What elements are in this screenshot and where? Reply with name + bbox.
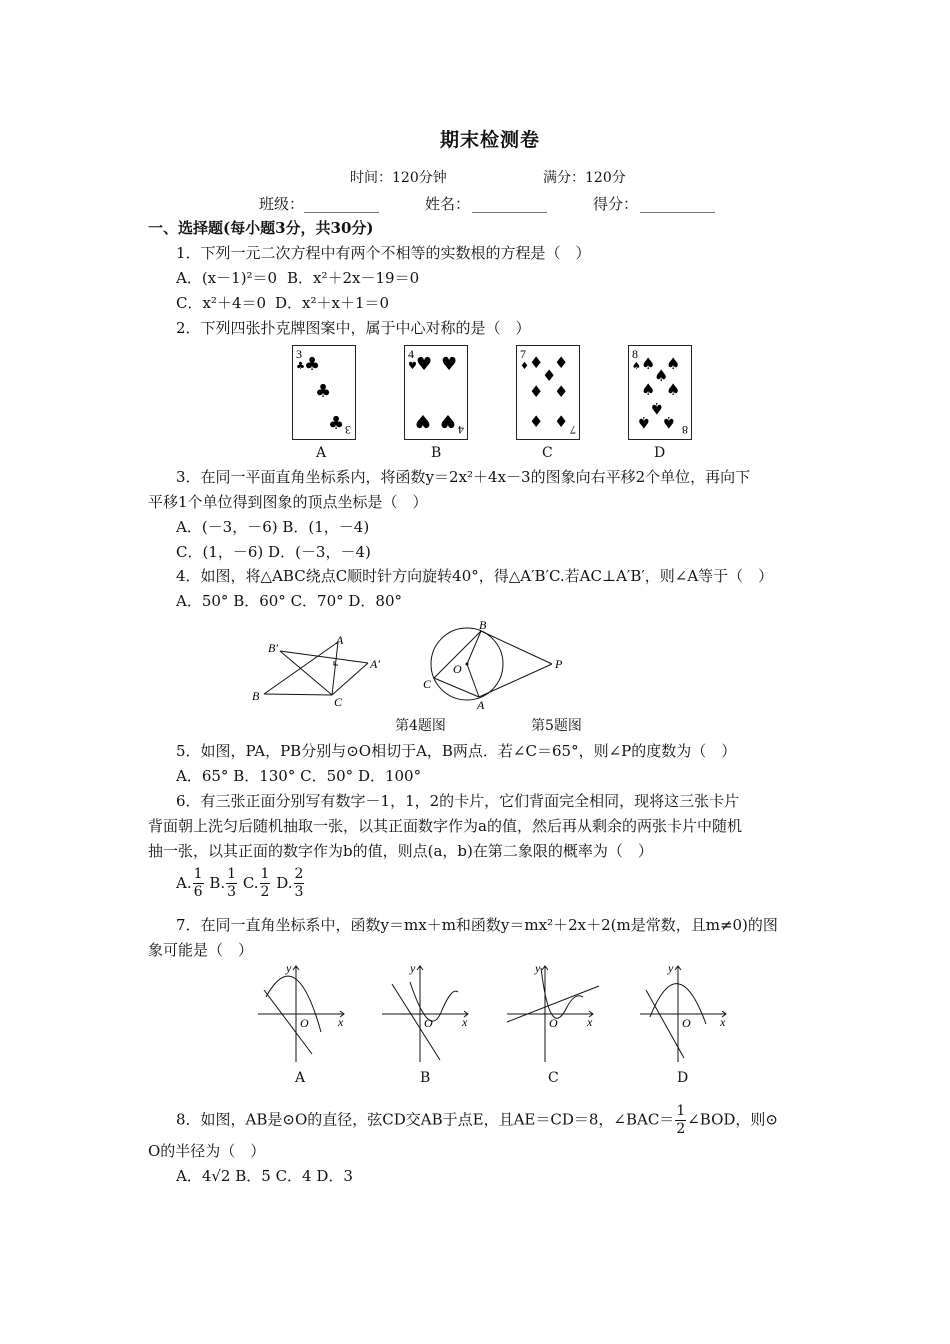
q1-option-b[interactable]: B．x²＋2x－19＝0 (287, 269, 420, 287)
club-icon: ♣ (328, 413, 345, 434)
spade-icon: ♠ (649, 399, 664, 418)
graph-d-x-label: x (720, 1015, 726, 1029)
club-icon: ♣ (304, 354, 321, 375)
fig5-caption: 第5题图 (531, 718, 582, 734)
q6-stem-line2: 背面朝上洗匀后随机抽取一张，以其正面数字作为a的值，然后再从剩余的两张卡片中随机 (148, 817, 742, 835)
card-c-label: C (542, 445, 553, 461)
fig4-caption: 第4题图 (395, 718, 446, 734)
q7-stem-line1: 7．在同一直角坐标系中，函数y＝mx＋m和函数y＝mx²＋2x＋2(m是常数，且m≠0)的图 (176, 916, 778, 934)
graph-b-origin: O (424, 1016, 433, 1030)
heart-icon: ♥ (416, 354, 433, 375)
card-c-rank-inverted: 7 (570, 423, 576, 437)
graph-a-x-label: x (338, 1015, 344, 1029)
score-label: 得分： (593, 195, 639, 213)
graph-c-y-label: y (535, 961, 541, 975)
card-d-label: D (654, 445, 666, 461)
fig4-label-b: B (252, 689, 260, 703)
score-blank[interactable]: __________ (640, 195, 715, 213)
graph-d[interactable] (638, 962, 733, 1067)
figure-5 (420, 618, 580, 713)
q8-stem-line2: O的半径为（ ） (148, 1142, 266, 1160)
card-d-rank: 8 (632, 347, 638, 361)
figure-4 (240, 628, 400, 713)
card-a-label: A (316, 445, 327, 461)
card-c-corner-suit: ♦ (520, 361, 529, 372)
card-a-rank-inverted: 3 (345, 423, 351, 437)
time-limit: 时间：120分钟 (350, 170, 447, 186)
graph-a-label: A (295, 1070, 306, 1086)
class-label: 班级： (259, 195, 305, 213)
graph-a[interactable] (256, 962, 351, 1067)
graph-c-label: C (548, 1070, 559, 1086)
graph-d-y-label: y (668, 961, 674, 975)
q3-stem-line1: 3．在同一平面直角坐标系内，将函数y＝2x²＋4x－3的图象向右平移2个单位，再向下 (176, 468, 751, 486)
diamond-icon: ♦ (554, 382, 569, 401)
graph-d-label: D (677, 1070, 689, 1086)
q1-option-c[interactable]: C．x²＋4＝0 (176, 294, 267, 312)
q6-stem-line1: 6．有三张正面分别写有数字－1，1，2的卡片，它们背面完全相同，现将这三张卡片 (176, 792, 740, 810)
fig5-label-o: O (453, 662, 462, 676)
q6-option-c[interactable]: C. $\frac{1}{2}$ (242, 866, 270, 900)
q2-stem: 2．下列四张扑克牌图案中，属于中心对称的是（ ） (176, 319, 531, 337)
diamond-icon: ♦ (529, 382, 544, 401)
diamond-icon: ♦ (542, 366, 557, 385)
card-c[interactable] (516, 345, 580, 440)
q6-option-a[interactable]: A. $\frac{1}{6}$ (176, 866, 203, 900)
spade-icon: ♠ (636, 413, 651, 432)
card-b-rank-inverted: 4 (458, 423, 464, 437)
class-blank[interactable]: __________ (304, 195, 379, 213)
name-label: 姓名： (425, 195, 471, 213)
graph-a-y-label: y (286, 961, 292, 975)
diamond-icon: ♦ (554, 353, 569, 372)
fig5-label-b: B (479, 618, 487, 632)
spade-icon: ♠ (666, 354, 681, 373)
q6-stem-line3: 抽一张，以其正面的数字作为b的值，则点(a，b)在第二象限的概率为（ ） (148, 842, 653, 860)
graph-d-origin: O (682, 1016, 691, 1030)
section-heading: 一、选择题(每小题3分，共30分) (148, 219, 374, 237)
fig5-label-p: P (555, 657, 563, 671)
club-icon: ♣ (315, 381, 332, 402)
q4-stem: 4．如图，将△ABC绕点C顺时针方向旋转40°，得△A′B′C.若AC⊥A′B′，则∠A等于（ ） (176, 567, 774, 585)
spade-icon: ♠ (641, 354, 656, 373)
fig4-label-a: A (336, 633, 344, 647)
name-blank[interactable]: __________ (472, 195, 547, 213)
fig5-label-c: C (423, 677, 432, 691)
fig4-label-a-prime: A′ (370, 657, 380, 671)
q6-options (176, 866, 305, 901)
q1-option-d[interactable]: D．x²＋x＋1＝0 (275, 294, 390, 312)
heart-icon: ♥ (414, 410, 431, 431)
graph-b-y-label: y (410, 961, 416, 975)
card-a-rank: 3 (296, 347, 302, 361)
spade-icon: ♠ (641, 380, 656, 399)
card-c-rank: 7 (520, 347, 526, 361)
fig4-label-c: C (334, 695, 343, 709)
card-d-rank-inverted: 8 (682, 423, 688, 437)
card-d-corner-suit: ♠ (632, 361, 641, 372)
graph-c-x-label: x (587, 1015, 593, 1029)
card-d[interactable] (628, 345, 692, 440)
fig5-label-a: A (477, 698, 485, 712)
card-b-label: B (431, 445, 442, 461)
q4-options[interactable]: A．50° B．60° C．70° D．80° (176, 592, 403, 610)
card-a[interactable] (292, 345, 356, 440)
diamond-icon: ♦ (529, 353, 544, 372)
card-b[interactable] (404, 345, 468, 440)
q7-stem-line2: 象可能是（ ） (148, 941, 254, 959)
q5-stem: 5．如图，PA，PB分别与⊙O相切于A，B两点．若∠C＝65°，则∠P的度数为（ ） (176, 742, 737, 760)
card-b-rank: 4 (408, 347, 414, 361)
graph-c-origin: O (549, 1016, 558, 1030)
graph-b-x-label: x (462, 1015, 468, 1029)
heart-icon: ♥ (441, 354, 458, 375)
spade-icon: ♠ (666, 380, 681, 399)
card-b-corner-suit: ♥ (408, 361, 417, 372)
fig4-label-b-prime: B′ (268, 641, 278, 655)
diamond-icon: ♦ (529, 412, 544, 431)
diamond-icon: ♦ (554, 412, 569, 431)
graph-b-label: B (420, 1070, 431, 1086)
q3-stem-line2: 平移1个单位得到图象的顶点坐标是（ ） (148, 493, 428, 511)
q8-options[interactable]: A．4√2 B．5 C．4 D．3 (176, 1167, 353, 1185)
q8-stem-line1: 8．如图，AB是⊙O的直径，弦CD交AB于点E，且AE＝CD＝8，∠BAC＝ $\frac{1}{2}$ ∠BOD，则⊙ (176, 1103, 778, 1137)
q3-options-line1[interactable]: A．(－3，－6) B．(1，－4) (176, 518, 370, 536)
q1-stem: 1．下列一元二次方程中有两个不相等的实数根的方程是（ ） (176, 244, 591, 262)
page-title: 期末检测卷 (440, 129, 541, 151)
q5-options[interactable]: A．65° B．130° C．50° D．100° (176, 767, 422, 785)
graph-a-origin: O (300, 1016, 309, 1030)
q3-options-line2[interactable]: C．(1，－6) D．(－3，－4) (176, 543, 371, 561)
heart-icon: ♥ (439, 410, 456, 431)
spade-icon: ♠ (661, 413, 676, 432)
spade-icon: ♠ (654, 366, 669, 385)
card-a-corner-suit: ♣ (296, 361, 305, 372)
q1-option-a[interactable]: A．(x－1)²＝0 (176, 269, 278, 287)
graph-c[interactable] (505, 962, 600, 1067)
q6-option-b[interactable]: B. $\frac{1}{3}$ (209, 866, 237, 900)
q6-option-d[interactable]: D. $\frac{2}{3}$ (276, 866, 304, 900)
graph-b[interactable] (380, 962, 475, 1067)
full-score: 满分：120分 (543, 170, 626, 186)
